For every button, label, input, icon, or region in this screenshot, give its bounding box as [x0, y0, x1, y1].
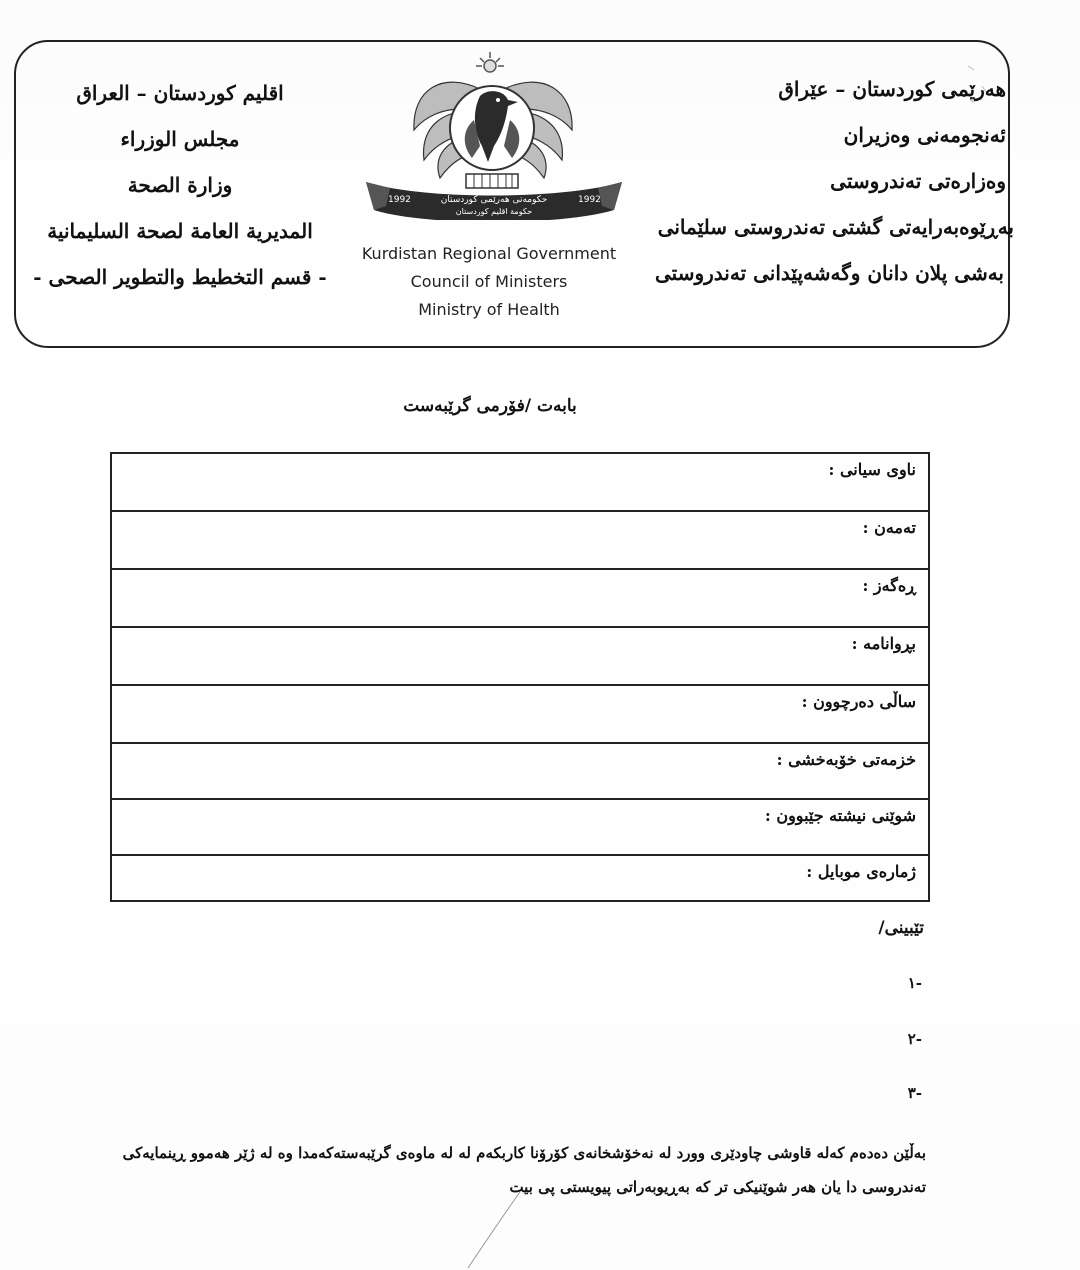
form-row-gender[interactable] [112, 570, 928, 628]
header-arabic-ministry: وزارة الصحة [127, 173, 233, 197]
notes-title: تێبینی/ [878, 918, 924, 938]
note-item-3: -٣ [907, 1084, 922, 1102]
pledge-line-2: تەندروسی دا یان هەر شوێنیکی تر کە بەڕیوبەراتی پیویستی پی بیت [509, 1178, 926, 1196]
scan-mark-speck [960, 56, 1000, 116]
form-subject: بابەت /فۆرمی گرێبەست [403, 396, 577, 416]
form-table [110, 452, 930, 902]
form-label-full-name: ناوی سیانی : [828, 460, 916, 479]
form-row-volunteer-service[interactable] [112, 744, 928, 800]
form-label-age: تەمەن : [862, 518, 916, 537]
emblem-year-right: 1992 [578, 195, 601, 205]
form-label-mobile: ژمارەی موبایل : [806, 862, 916, 881]
form-row-graduation-year[interactable] [112, 686, 928, 744]
header-english [350, 240, 628, 324]
form-row-residence[interactable] [112, 800, 928, 856]
header-arabic-council: مجلس الوزراء [120, 127, 240, 151]
header-english-government: Kurdistan Regional Government [361, 244, 617, 263]
header-arabic-department: - قسم التخطيط والتطوير الصحى - [33, 265, 327, 289]
emblem-year-left: 1992 [388, 195, 411, 205]
note-item-1: -١ [907, 974, 922, 992]
form-row-mobile[interactable] [112, 856, 928, 902]
form-label-residence: شوێنی نیشتە جێبوون : [764, 806, 916, 825]
form-label-graduation-year: ساڵی دەرچوون : [801, 692, 916, 711]
header-kurdish-region: هەرێمی کوردستان – عێراق [778, 77, 1006, 101]
header-kurdish [646, 66, 1014, 296]
form-label-volunteer-service: خزمەتی خۆبەخشی : [776, 750, 916, 769]
emblem-ribbon-ku: حکومەتی هەرێمی کوردستان [440, 195, 548, 205]
emblem-ribbon-ar: حكومة اقليم كوردستان [455, 207, 533, 216]
header-kurdish-council: ئەنجومەنی وەزیران [843, 123, 1006, 147]
form-row-full-name[interactable] [112, 454, 928, 512]
scan-mark-line [460, 1190, 540, 1270]
form-label-gender: ڕەگەز : [862, 576, 916, 595]
pledge-line-1: بەڵێن دەدەم کەلە قاوشی چاودێری وورد لە نەخۆشخانەی کۆرۆنا کاربکەم لە لە ماوەی گرێبەستەکەمدا وە لە ژێر هەموو ڕینمایەکی [122, 1144, 926, 1162]
kurdistan-eagle-emblem-icon [362, 50, 626, 220]
note-item-2: -٢ [907, 1030, 922, 1048]
header-arabic [30, 70, 330, 300]
header-english-ministry: Ministry of Health [418, 300, 560, 319]
header-arabic-region: اقليم كوردستان – العراق [76, 81, 284, 105]
header-english-council: Council of Ministers [410, 272, 568, 291]
header-kurdish-directorate: بەڕێوەبەرایەتی گشتی تەندروستی سلێمانی [657, 215, 1014, 239]
form-row-age[interactable] [112, 512, 928, 570]
form-label-degree: بڕوانامە : [851, 634, 916, 653]
header-kurdish-department: بەشی پلان دانان وگەشەپێدانی تەندروستی [655, 261, 1004, 285]
form-row-degree[interactable] [112, 628, 928, 686]
header-arabic-directorate: المديرية العامة لصحة السليمانية [47, 219, 313, 243]
header-kurdish-ministry: وەزارەتی تەندروستی [830, 169, 1006, 193]
